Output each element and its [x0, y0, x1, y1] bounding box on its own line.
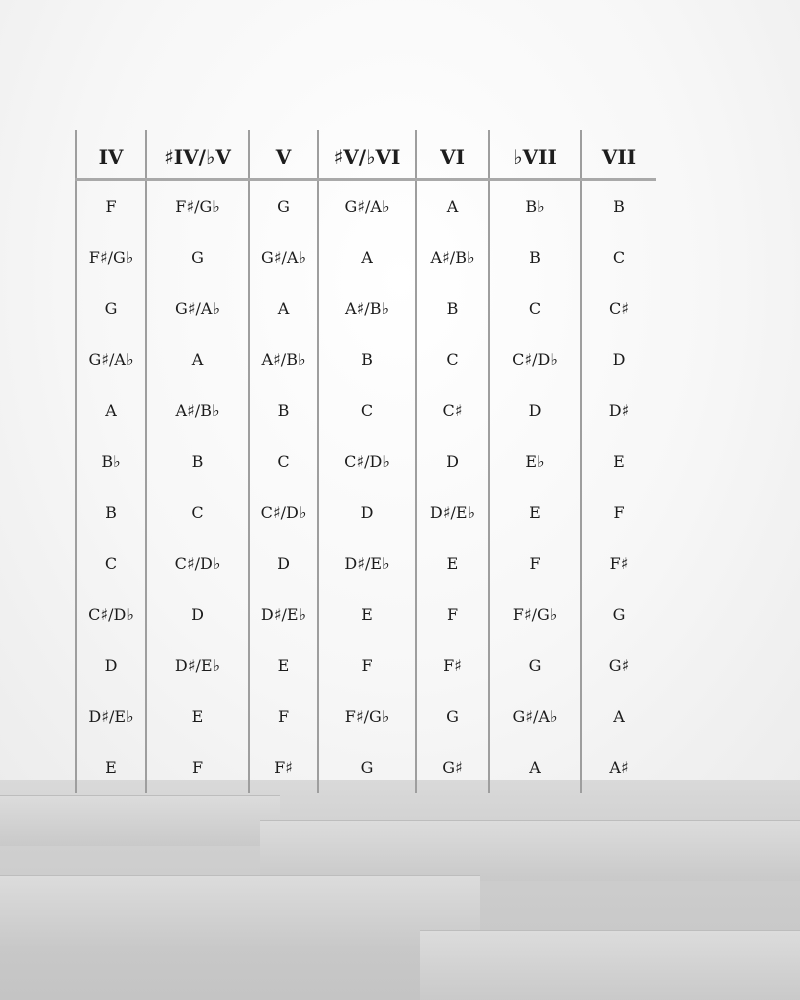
chord-cell: E	[489, 487, 581, 538]
chord-cell: G♯	[416, 742, 489, 793]
chord-cell: A	[76, 385, 146, 436]
chord-cell: A	[416, 180, 489, 233]
chord-cell: A	[318, 232, 416, 283]
chord-cell: D	[318, 487, 416, 538]
chord-cell: D♯	[581, 385, 656, 436]
chord-cell: B	[249, 385, 318, 436]
chord-cell: B	[416, 283, 489, 334]
floor-plank	[0, 795, 280, 846]
chord-cell: G	[581, 589, 656, 640]
chord-cell: D♯/E♭	[416, 487, 489, 538]
chord-cell: F♯/G♭	[489, 589, 581, 640]
chord-cell: C	[416, 334, 489, 385]
chord-cell: F	[489, 538, 581, 589]
table-row	[76, 180, 656, 233]
table-row	[76, 640, 656, 691]
chord-cell: C♯/D♭	[318, 436, 416, 487]
chord-cell: D♯/E♭	[146, 640, 249, 691]
chord-cell: D	[416, 436, 489, 487]
chord-cell: C	[318, 385, 416, 436]
chord-cell: G	[146, 232, 249, 283]
chord-cell: D	[249, 538, 318, 589]
chord-cell: G	[249, 180, 318, 233]
header-cell: IV	[76, 130, 146, 180]
chord-cell: C♯/D♭	[489, 334, 581, 385]
chord-cell: F	[581, 487, 656, 538]
table-row	[76, 691, 656, 742]
header-cell: ♯IV/♭V	[146, 130, 249, 180]
chord-cell: E	[249, 640, 318, 691]
chord-cell: F	[318, 640, 416, 691]
chord-cell: B	[76, 487, 146, 538]
table-row	[76, 283, 656, 334]
chord-cell: A♯/B♭	[318, 283, 416, 334]
chord-cell: E	[318, 589, 416, 640]
chord-cell: A♯/B♭	[146, 385, 249, 436]
chord-cell: E	[416, 538, 489, 589]
chord-cell: A♯/B♭	[416, 232, 489, 283]
chord-cell: G	[76, 283, 146, 334]
header-cell: ♭VII	[489, 130, 581, 180]
chord-cell: C♯/D♭	[76, 589, 146, 640]
table-row	[76, 385, 656, 436]
header-cell: V	[249, 130, 318, 180]
table-row	[76, 589, 656, 640]
chord-cell: C	[146, 487, 249, 538]
header-row	[76, 130, 656, 180]
table-row	[76, 538, 656, 589]
header-cell: ♯V/♭VI	[318, 130, 416, 180]
chord-cell: A♯	[581, 742, 656, 793]
chord-cell: B♭	[76, 436, 146, 487]
chord-cell: D	[76, 640, 146, 691]
chord-cell: D	[146, 589, 249, 640]
chord-cell: G	[416, 691, 489, 742]
table-row	[76, 742, 656, 793]
chord-cell: F♯	[249, 742, 318, 793]
table-row	[76, 334, 656, 385]
chord-cell: A	[489, 742, 581, 793]
chord-cell: D	[489, 385, 581, 436]
chord-cell: E♭	[489, 436, 581, 487]
chord-cell: F♯/G♭	[318, 691, 416, 742]
floor-plank	[260, 820, 800, 881]
header-cell: VI	[416, 130, 489, 180]
chord-cell: F♯	[581, 538, 656, 589]
chord-cell: D♯/E♭	[318, 538, 416, 589]
chord-cell: C	[249, 436, 318, 487]
chord-cell: D♯/E♭	[76, 691, 146, 742]
table-row	[76, 487, 656, 538]
chord-cell: A	[581, 691, 656, 742]
floor-background	[0, 780, 800, 1000]
chord-cell: C	[76, 538, 146, 589]
chord-cell: E	[146, 691, 249, 742]
chord-cell: C♯/D♭	[249, 487, 318, 538]
floor-plank	[420, 930, 800, 1000]
chord-cell: B	[581, 180, 656, 233]
chord-cell: B	[146, 436, 249, 487]
chord-cell: F	[249, 691, 318, 742]
chord-cell: F♯/G♭	[76, 232, 146, 283]
chord-cell: A	[249, 283, 318, 334]
chord-cell: F♯/G♭	[146, 180, 249, 233]
chord-cell: C♯	[581, 283, 656, 334]
chord-cell: G	[489, 640, 581, 691]
chord-cell: F	[146, 742, 249, 793]
chord-cell: G♯/A♭	[146, 283, 249, 334]
chord-cell: C	[581, 232, 656, 283]
chord-cell: B♭	[489, 180, 581, 233]
chord-cell: E	[76, 742, 146, 793]
chord-cell: C♯/D♭	[146, 538, 249, 589]
chord-cell: B	[318, 334, 416, 385]
chord-cell: G♯	[581, 640, 656, 691]
chord-table-poster	[75, 130, 655, 793]
chord-table	[75, 130, 656, 793]
chord-cell: G	[318, 742, 416, 793]
header-cell: VII	[581, 130, 656, 180]
chord-cell: G♯/A♭	[318, 180, 416, 233]
chord-cell: G♯/A♭	[489, 691, 581, 742]
chord-cell: A	[146, 334, 249, 385]
chord-cell: F	[76, 180, 146, 233]
floor-plank	[0, 875, 480, 946]
chord-cell: C♯	[416, 385, 489, 436]
chord-cell: G♯/A♭	[76, 334, 146, 385]
chord-cell: B	[489, 232, 581, 283]
table-row	[76, 232, 656, 283]
chord-cell: D	[581, 334, 656, 385]
table-row	[76, 436, 656, 487]
chord-cell: A♯/B♭	[249, 334, 318, 385]
chord-cell: C	[489, 283, 581, 334]
chord-cell: D♯/E♭	[249, 589, 318, 640]
chord-cell: E	[581, 436, 656, 487]
chord-cell: G♯/A♭	[249, 232, 318, 283]
chord-cell: F♯	[416, 640, 489, 691]
chord-cell: F	[416, 589, 489, 640]
